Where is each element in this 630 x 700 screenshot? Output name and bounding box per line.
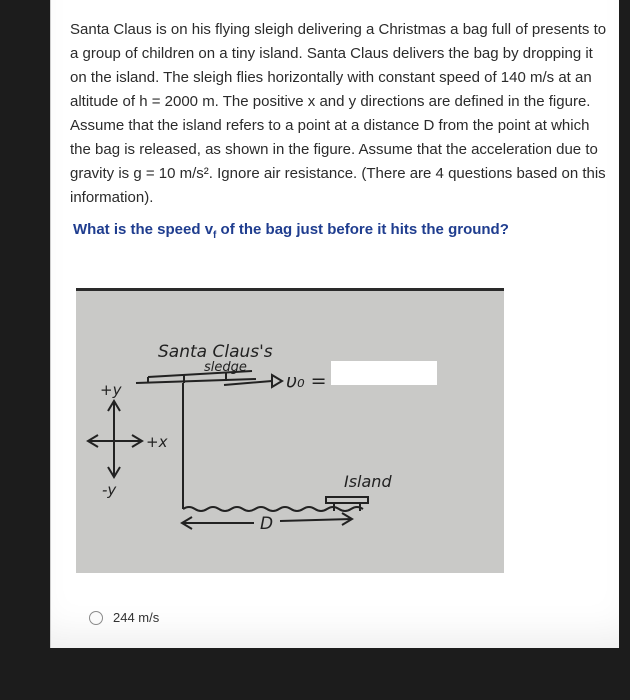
question-text	[70, 18, 610, 210]
figure-title: Santa Claus's	[158, 342, 273, 362]
prompt-subscript: f	[213, 230, 217, 241]
figure-drawing	[76, 291, 504, 573]
prompt-suffix: of the bag just before it hits the ground?	[216, 221, 509, 238]
radio-button[interactable]	[89, 611, 103, 625]
island-shape	[326, 497, 368, 503]
option-label: 244 m/s	[113, 610, 160, 625]
velocity-answer-box	[331, 361, 437, 385]
island-label: Island	[344, 472, 392, 491]
plus-x-label: +x	[146, 433, 168, 451]
figure-subtitle: sledge	[204, 360, 247, 375]
velocity-label: υ₀ =	[286, 370, 327, 392]
prompt-prefix: What is the speed v	[73, 221, 214, 238]
answer-option[interactable]	[89, 610, 159, 625]
problem-figure	[76, 288, 504, 573]
minus-y-label: -y	[102, 481, 117, 499]
question-prompt	[73, 218, 613, 248]
velocity-arrow	[224, 381, 272, 385]
plus-y-label: +y	[100, 381, 122, 399]
distance-arrow-right	[280, 519, 352, 521]
sledge-runner	[136, 379, 256, 383]
question-panel	[50, 0, 619, 648]
question-paragraph: Santa Claus is on his flying sleigh delivering a Christmas a bag full of presents to a group of children on a tiny island. Santa Claus delivers the bag by dropping it on the island. The sleigh flies horizontally with constant speed of 140 m/s at an altitude of h = 2000 m. The positive x and y directions are defined in the figure. Assume that the island refers to a point at a distance D from the point at which the bag is released, as shown in the figure. Assume that the acceleration due to gravity is g = 10 m/s². Ignore air resistance. (There are 4 questions based on this information).	[70, 21, 607, 206]
ground-line	[183, 507, 363, 511]
distance-label: D	[260, 514, 274, 534]
